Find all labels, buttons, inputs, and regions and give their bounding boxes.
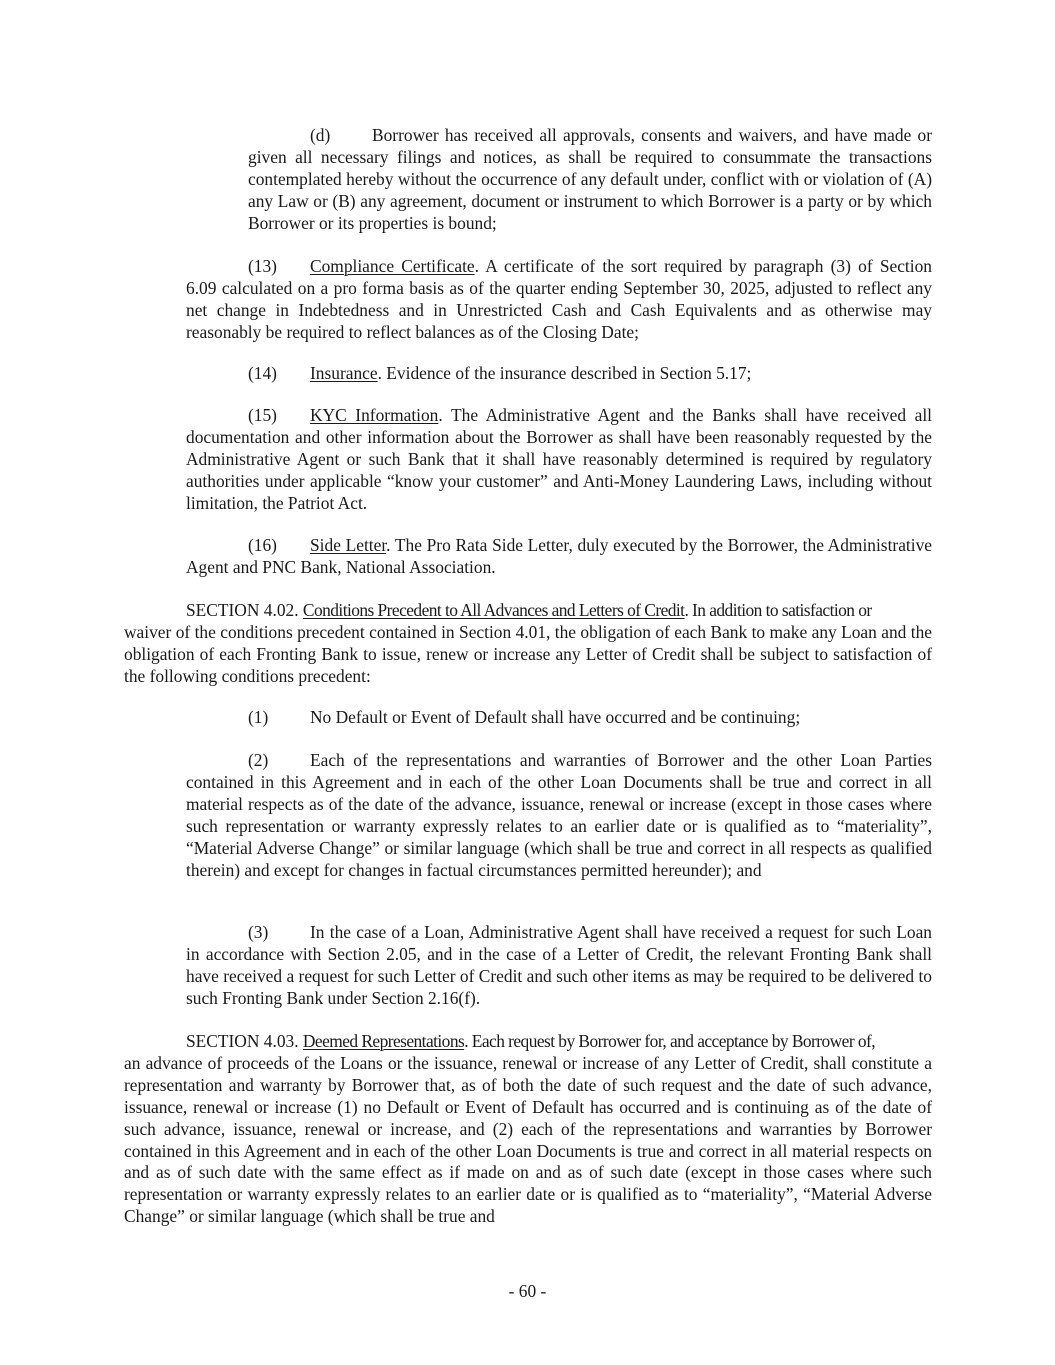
item-label: (15) [248,405,277,425]
section-number: SECTION 4.02. [186,600,299,620]
section-4-03-first-line [124,1031,932,1053]
item-label: (1) [248,707,269,727]
section-lead: . In addition to satisfaction or [684,600,872,620]
section-4-03 [124,1031,932,1228]
section-text: an advance of proceeds of the Loans or the issuance, renewal or increase of any Letter of Credit, shall constitute a representation and warranty by Borrower that, as of both the date of such request and the date of such advance, issuance, renewal or increase (1) no Default or Event of Default has occurred and is continuing as of the date of such advance, issuance, renewal or increase, and (2) each of the representations and warranties by Borrower contained in this Agreement and in each of the other Loan Documents is true and correct in all material respects on and as of such date with the same effect as if made on and as of such date (except in those cases where such representation or warranty expressly relates to an earlier date or is qualified as to “materiality”, “Material Adverse Change” or similar language (which shall be true and [124,1052,932,1227]
section-lead: . Each request by Borrower for, and acceptance by Borrower of, [464,1031,876,1051]
item-text: . The Pro Rata Side Letter, duly executed by the Borrower, the Administrative Agent and PNC Bank, National Association. [186,535,932,577]
item-label: (13) [248,256,277,276]
paragraph-cond-2 [186,750,932,881]
paragraph-item-d [248,125,932,235]
paragraph-item-14 [186,363,932,385]
section-heading: Conditions Precedent to All Advances and Letters of Credit [302,600,685,620]
section-4-02 [124,600,932,688]
paragraph-item-15 [186,405,932,515]
item-heading: Insurance [310,363,378,383]
section-number: SECTION 4.03. [186,1031,299,1051]
paragraph-item-13 [186,256,932,344]
page-number: - 60 - [508,1281,547,1301]
section-heading: Deemed Representations [302,1031,465,1051]
item-label: (2) [248,750,269,770]
item-text: . The Administrative Agent and the Banks shall have received all documentation and other information about the Borrower as shall have been reasonably requested by the Administrative Agent or such Bank that it shall have reasonably determined is required by regulatory authorities under applicable “know your customer” and Anti-Money Laundering Laws, including without limitation, the Patriot Act. [186,405,932,513]
paragraph-cond-3 [186,922,932,1010]
item-label: (14) [248,363,277,383]
item-text: . Evidence of the insurance described in Section 5.17; [377,363,752,383]
item-heading: Side Letter [310,535,387,555]
paragraph-item-16 [186,535,932,579]
item-text: Each of the representations and warranties of Borrower and the other Loan Parties contained in this Agreement and in each of the other Loan Documents shall be true and correct in all material respects as of the date of the advance, issuance, renewal or increase (except in those cases where such representation or warranty expressly relates to an earlier date or is qualified as to “materiality”, “Material Adverse Change” or similar language (which shall be true and correct in all respects as qualified therein) and except for changes in factual circumstances permitted hereunder); and [186,750,932,880]
section-4-02-first-line [124,600,932,622]
item-label: (3) [248,922,269,942]
item-text: No Default or Event of Default shall have occurred and be continuing; [310,707,801,727]
item-label: (d) [310,125,331,145]
section-text: waiver of the conditions precedent contained in Section 4.01, the obligation of each Bank to make any Loan and the obligation of each Fronting Bank to issue, renew or increase any Letter of Credit shall be subject to satisfaction of the following conditions precedent: [124,621,932,686]
item-heading: KYC Information [310,405,439,425]
paragraph-cond-1 [186,707,932,729]
item-heading: Compliance Certificate [310,256,475,276]
item-text: In the case of a Loan, Administrative Agent shall have received a request for such Loan in accordance with Section 2.05, and in the case of a Letter of Credit, the relevant Fronting Bank shall have received a request for such Letter of Credit and such other items as may be required to be delivered to such Fronting Bank under Section 2.16(f). [186,922,932,1008]
item-label: (16) [248,535,277,555]
item-text: Borrower has received all approvals, consents and waivers, and have made or given all necessary filings and notices, as shall be required to consummate the transactions contemplated hereby without the occurrence of any default under, conflict with or violation of (A) any Law or (B) any agreement, document or instrument to which Borrower is a party or by which Borrower or its properties is bound; [248,125,932,233]
item-text: . A certificate of the sort required by paragraph (3) of Section 6.09 calculated on a pro forma basis as of the quarter ending September 30, 2025, adjusted to reflect any net change in Indebtedness and in Unrestricted Cash and Cash Equivalents and as otherwise may reasonably be required to reflect balances as of the Closing Date; [186,256,932,342]
